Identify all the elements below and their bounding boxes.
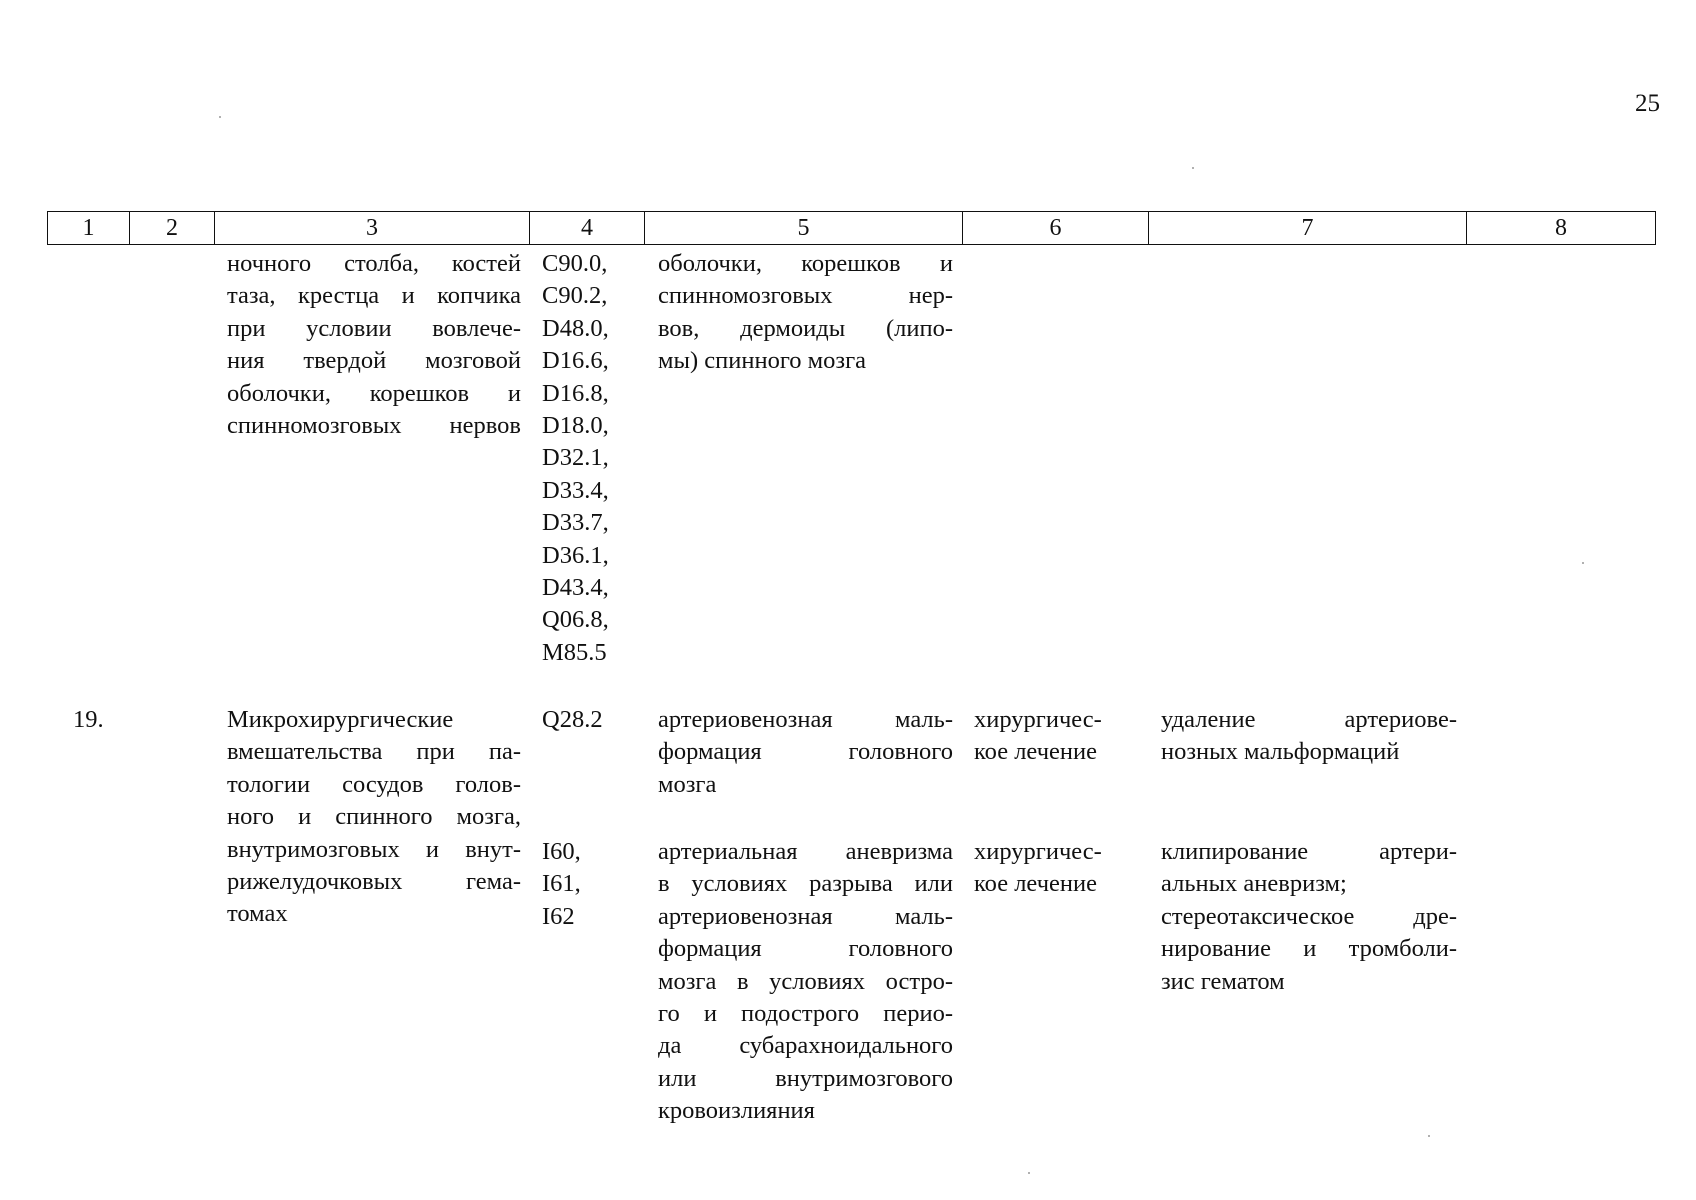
text-line: внутримозговых и внут- (227, 835, 521, 863)
icd-code: D48.0, (542, 314, 609, 342)
header-col-5: 5 (645, 212, 963, 245)
icd-code: D18.0, (542, 412, 609, 440)
icd-code: C90.0, (542, 250, 608, 277)
row-19-col3-text (227, 704, 521, 931)
icd-code: D32.1, (542, 444, 609, 472)
text-line: кое лечение (974, 870, 1097, 898)
text-line: артериовенозная маль- (658, 706, 953, 733)
scan-speck (1192, 167, 1194, 169)
header-col-7: 7 (1149, 212, 1467, 245)
scan-speck (219, 116, 221, 118)
text-line: артериовенозная маль- (658, 902, 953, 930)
text-line: или внутримозгового (658, 1064, 953, 1092)
text-line: ного и спинного мозга, (227, 803, 521, 831)
text-line: при условии вовлече- (227, 314, 521, 342)
text-line: оболочки, корешков и (227, 379, 521, 407)
scan-speck (1582, 562, 1584, 564)
cont-col5-text (658, 248, 953, 378)
row-19-sub1-col6 (974, 704, 1144, 769)
text-line: го и подострого перио- (658, 1000, 953, 1028)
text-line: формация головного (658, 738, 953, 766)
scan-speck (1028, 1172, 1030, 1174)
text-line: нозных мальформаций (1161, 738, 1400, 766)
row-19-sub2-col7 (1161, 836, 1457, 998)
text-line: тологии сосудов голов- (227, 770, 521, 798)
text-line: мозга (658, 770, 717, 798)
text-line: спинномозговых нер- (658, 282, 953, 310)
text-line: стереотаксическое дре- (1161, 902, 1457, 930)
header-col-4: 4 (530, 212, 645, 245)
text-line: ночного столба, костей (227, 250, 521, 277)
icd-code: D16.8, (542, 379, 609, 407)
icd-code: I60, (542, 838, 581, 865)
header-col-2: 2 (130, 212, 215, 245)
row-19-number: 19. (73, 706, 104, 733)
page-number: 25 (1635, 90, 1660, 117)
text-line: да субарахноидального (658, 1032, 953, 1060)
icd-code: Q06.8, (542, 606, 609, 634)
row-19-sub1-col7 (1161, 704, 1457, 769)
text-line: Микрохирургические (227, 706, 454, 733)
icd-code: D16.6, (542, 347, 609, 375)
icd-code: I61, (542, 870, 581, 898)
row-19-sub1-col4 (542, 704, 642, 736)
row-19-sub2-col4 (542, 836, 642, 933)
text-line: хирургичес- (974, 838, 1102, 865)
text-line: альных аневризм; (1161, 870, 1347, 898)
cont-col3-text (227, 248, 521, 442)
text-line: формация головного (658, 935, 953, 963)
text-line: удаление артериове- (1161, 706, 1457, 733)
icd-code: I62 (542, 902, 575, 930)
text-line: в условиях разрыва или (658, 870, 953, 898)
scan-speck (1428, 1135, 1430, 1137)
text-line: спинномозговых нервов (227, 412, 521, 440)
text-line: нирование и тромболи- (1161, 935, 1457, 963)
text-line: вов, дермоиды (липо- (658, 314, 953, 342)
text-line: оболочки, корешков и (658, 250, 953, 277)
text-line: клипирование артери- (1161, 838, 1457, 865)
header-col-8: 8 (1467, 212, 1656, 245)
icd-code: Q28.2 (542, 706, 603, 733)
text-line: артериальная аневризма (658, 838, 953, 865)
text-line: кое лечение (974, 738, 1097, 766)
text-line: хирургичес- (974, 706, 1102, 733)
header-col-6: 6 (963, 212, 1149, 245)
text-line: мы) спинного мозга (658, 347, 866, 375)
row-19-sub1-col5 (658, 704, 953, 801)
text-line: томах (227, 900, 288, 928)
icd-code: C90.2, (542, 282, 608, 310)
header-col-1: 1 (48, 212, 130, 245)
text-line: кровоизлияния (658, 1097, 815, 1125)
row-19-sub2-col6 (974, 836, 1144, 901)
header-col-3: 3 (215, 212, 530, 245)
icd-code: M85.5 (542, 638, 607, 666)
icd-code: D33.7, (542, 509, 609, 537)
text-line: зис гематом (1161, 967, 1285, 995)
text-line: рижелудочковых гема- (227, 868, 521, 896)
text-line: вмешательства при па- (227, 738, 521, 766)
icd-code: D43.4, (542, 574, 609, 602)
cont-col4-codes (542, 248, 642, 669)
text-line: ния твердой мозговой (227, 347, 521, 375)
text-line: мозга в условиях остро- (658, 967, 953, 995)
row-19-sub2-col5 (658, 836, 953, 1128)
text-line: таза, крестца и копчика (227, 282, 521, 310)
column-number-header (47, 211, 1656, 245)
icd-code: D33.4, (542, 476, 609, 504)
icd-code: D36.1, (542, 541, 609, 569)
